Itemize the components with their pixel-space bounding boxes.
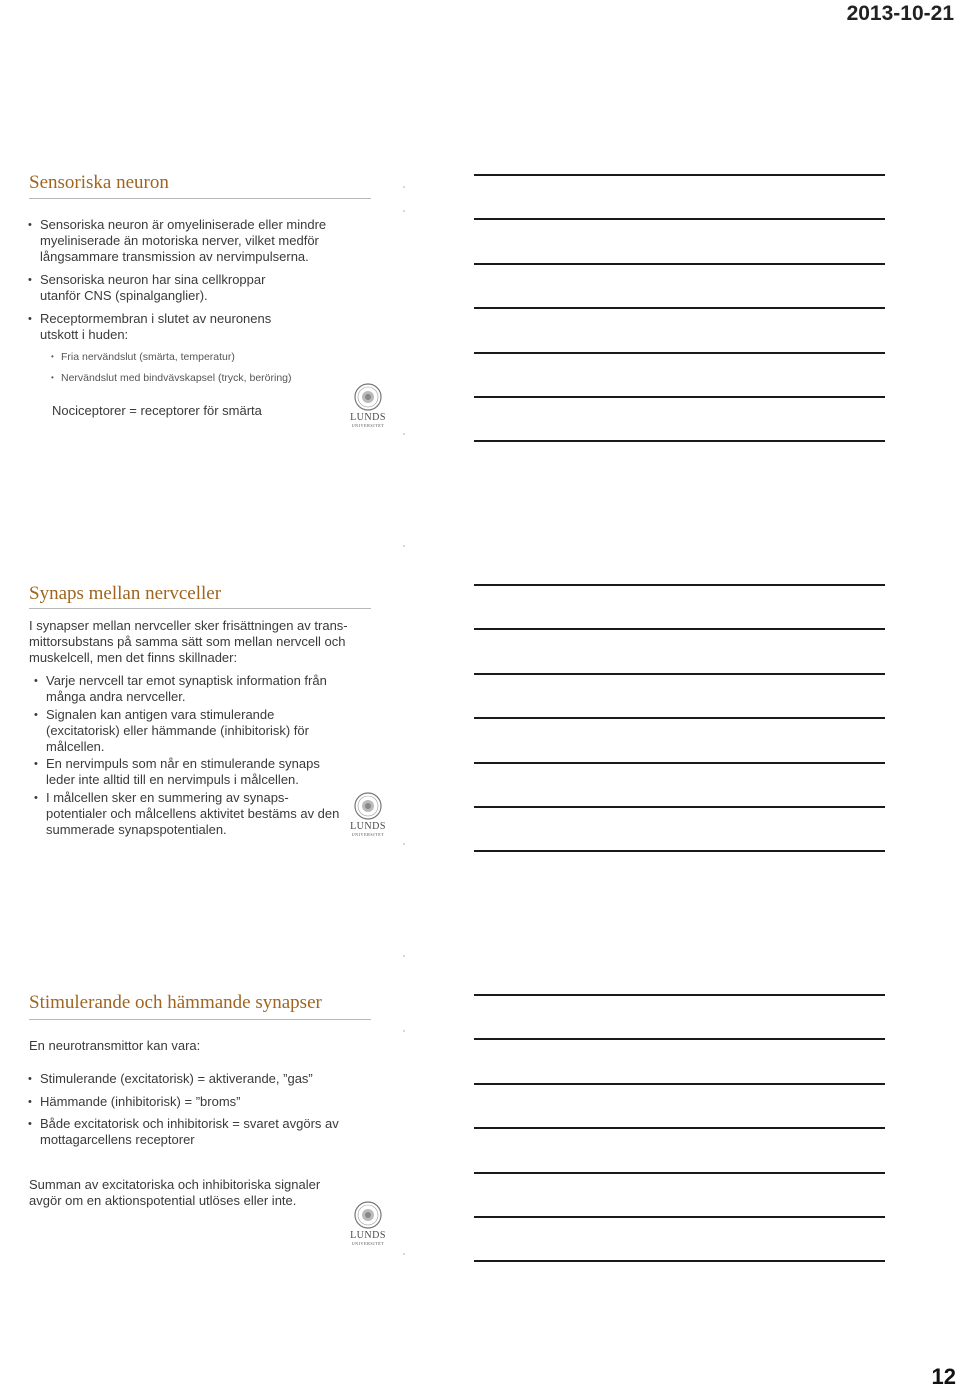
bullet-item (34, 707, 346, 755)
bullet-item (28, 1116, 370, 1148)
sub-bullet-text: Nervändslut med bindvävskapsel (tryck, beröring) (61, 372, 292, 384)
bullet-item (28, 217, 360, 265)
nociceptor-note: Nociceptorer = receptorer för smärta (52, 403, 262, 418)
bullet-text: Varje nervcell tar emot synaptisk information från många andra nervceller. (46, 673, 327, 704)
crop-mark (403, 186, 405, 188)
note-line (474, 352, 885, 354)
bullet-item (28, 1071, 370, 1087)
bullet-item (28, 311, 300, 343)
university-seal-icon (348, 792, 388, 822)
bullet-text: Signalen kan antigen vara stimulerande (excitatorisk) eller hämmande (inhibitorisk) för målcellen. (46, 707, 309, 754)
bullet-text: I målcellen sker en summering av synaps-potentialer och målcellens aktivitet bestäms av den summerade synapspotentialen. (46, 790, 340, 837)
notes-lines-3 (474, 994, 886, 1264)
sub-bullet-text: Fria nervändslut (smärta, temperatur) (61, 351, 235, 363)
bullet-text: Sensoriska neuron är omyeliniserade eller mindre myeliniserade än motoriska nerver, vilket medför långsammare transmission av nervimpulserna. (40, 217, 327, 264)
logo-subtitle: UNIVERSITET (351, 423, 385, 428)
slide-stimulerande-och-hammande-synapser (0, 989, 410, 1259)
logo-name: LUNDS (350, 821, 386, 832)
bullet-icon: • (51, 373, 54, 382)
crop-mark (403, 955, 405, 957)
note-line (474, 174, 885, 176)
bullet-item (34, 756, 346, 788)
bullet-item (34, 790, 342, 838)
note-line (474, 307, 885, 309)
bullet-icon: • (34, 675, 38, 687)
note-line (474, 263, 885, 265)
note-line (474, 806, 885, 808)
bullet-text: Hämmande (inhibitorisk) = ”broms” (40, 1094, 241, 1109)
bullet-icon: • (28, 1073, 32, 1085)
slide-title: Sensoriska neuron (29, 172, 169, 193)
logo-name: LUNDS (350, 412, 386, 423)
sub-bullet-item (51, 350, 361, 364)
bullet-item (34, 673, 356, 705)
slide-sensoriska-neuron (0, 170, 410, 440)
lunds-logo (348, 792, 388, 840)
bullet-icon: • (34, 792, 38, 804)
notes-lines-1 (474, 174, 886, 444)
note-line (474, 994, 885, 996)
note-line (474, 1083, 885, 1085)
university-seal-icon (348, 1201, 388, 1231)
note-line (474, 717, 885, 719)
bullet-icon: • (28, 274, 32, 286)
page-date: 2013-10-21 (846, 2, 954, 25)
bullet-icon: • (34, 758, 38, 770)
slide-synaps-mellan-nervceller (0, 580, 410, 850)
intro-text: I synapser mellan nervceller sker frisättningen av trans-mittorsubstans på samma sätt som mellan nervcell och muskelcell, men det finns skillnader: (29, 618, 348, 665)
crop-mark (403, 210, 405, 212)
bullet-item (28, 272, 300, 304)
note-line (474, 1216, 885, 1218)
crop-mark (403, 545, 405, 547)
lunds-logo (348, 383, 388, 431)
bullet-icon: • (34, 709, 38, 721)
note-line (474, 762, 885, 764)
slide-title: Stimulerande och hämmande synapser (29, 992, 322, 1013)
note-line (474, 1260, 885, 1262)
bullet-icon: • (28, 313, 32, 325)
note-line (474, 628, 885, 630)
summary-text: Summan av excitatoriska och inhibitoriska signaler avgör om en aktionspotential utlöses eller inte. (29, 1177, 321, 1208)
note-line (474, 673, 885, 675)
note-line (474, 1127, 885, 1129)
note-line (474, 1172, 885, 1174)
lunds-logo (348, 1201, 388, 1249)
note-line (474, 396, 885, 398)
crop-mark (403, 1253, 405, 1255)
title-divider (29, 198, 371, 199)
note-line (474, 1038, 885, 1040)
crop-mark (403, 843, 405, 845)
university-seal-icon (348, 383, 388, 413)
logo-subtitle: UNIVERSITET (351, 832, 385, 837)
crop-mark (403, 1030, 405, 1032)
note-line (474, 850, 885, 852)
bullet-text: Receptormembran i slutet av neuronens utskott i huden: (40, 311, 272, 342)
page-number: 12 (931, 1364, 956, 1389)
bullet-text: Både excitatorisk och inhibitorisk = svaret avgörs av mottagarcellens receptorer (40, 1116, 339, 1147)
sub-bullet-item (51, 371, 361, 385)
crop-mark (403, 433, 405, 435)
slide-title: Synaps mellan nervceller (29, 583, 222, 604)
bullet-icon: • (28, 219, 32, 231)
notes-lines-2 (474, 584, 886, 854)
bullet-icon: • (28, 1096, 32, 1108)
logo-subtitle: UNIVERSITET (351, 1241, 385, 1246)
note-line (474, 440, 885, 442)
intro-text: En neurotransmittor kan vara: (29, 1038, 201, 1053)
bullet-icon: • (28, 1118, 32, 1130)
title-divider (29, 1019, 371, 1020)
bullet-text: Stimulerande (excitatorisk) = aktiverande, ”gas” (40, 1071, 313, 1086)
bullet-icon: • (51, 352, 54, 361)
title-divider (29, 608, 371, 609)
bullet-text: Sensoriska neuron har sina cellkroppar utanför CNS (spinalganglier). (40, 272, 266, 303)
bullet-item (28, 1094, 370, 1110)
note-line (474, 218, 885, 220)
bullet-text: En nervimpuls som når en stimulerande synaps leder inte alltid till en nervimpuls i målcellen. (46, 756, 320, 787)
note-line (474, 584, 885, 586)
logo-name: LUNDS (350, 1230, 386, 1241)
